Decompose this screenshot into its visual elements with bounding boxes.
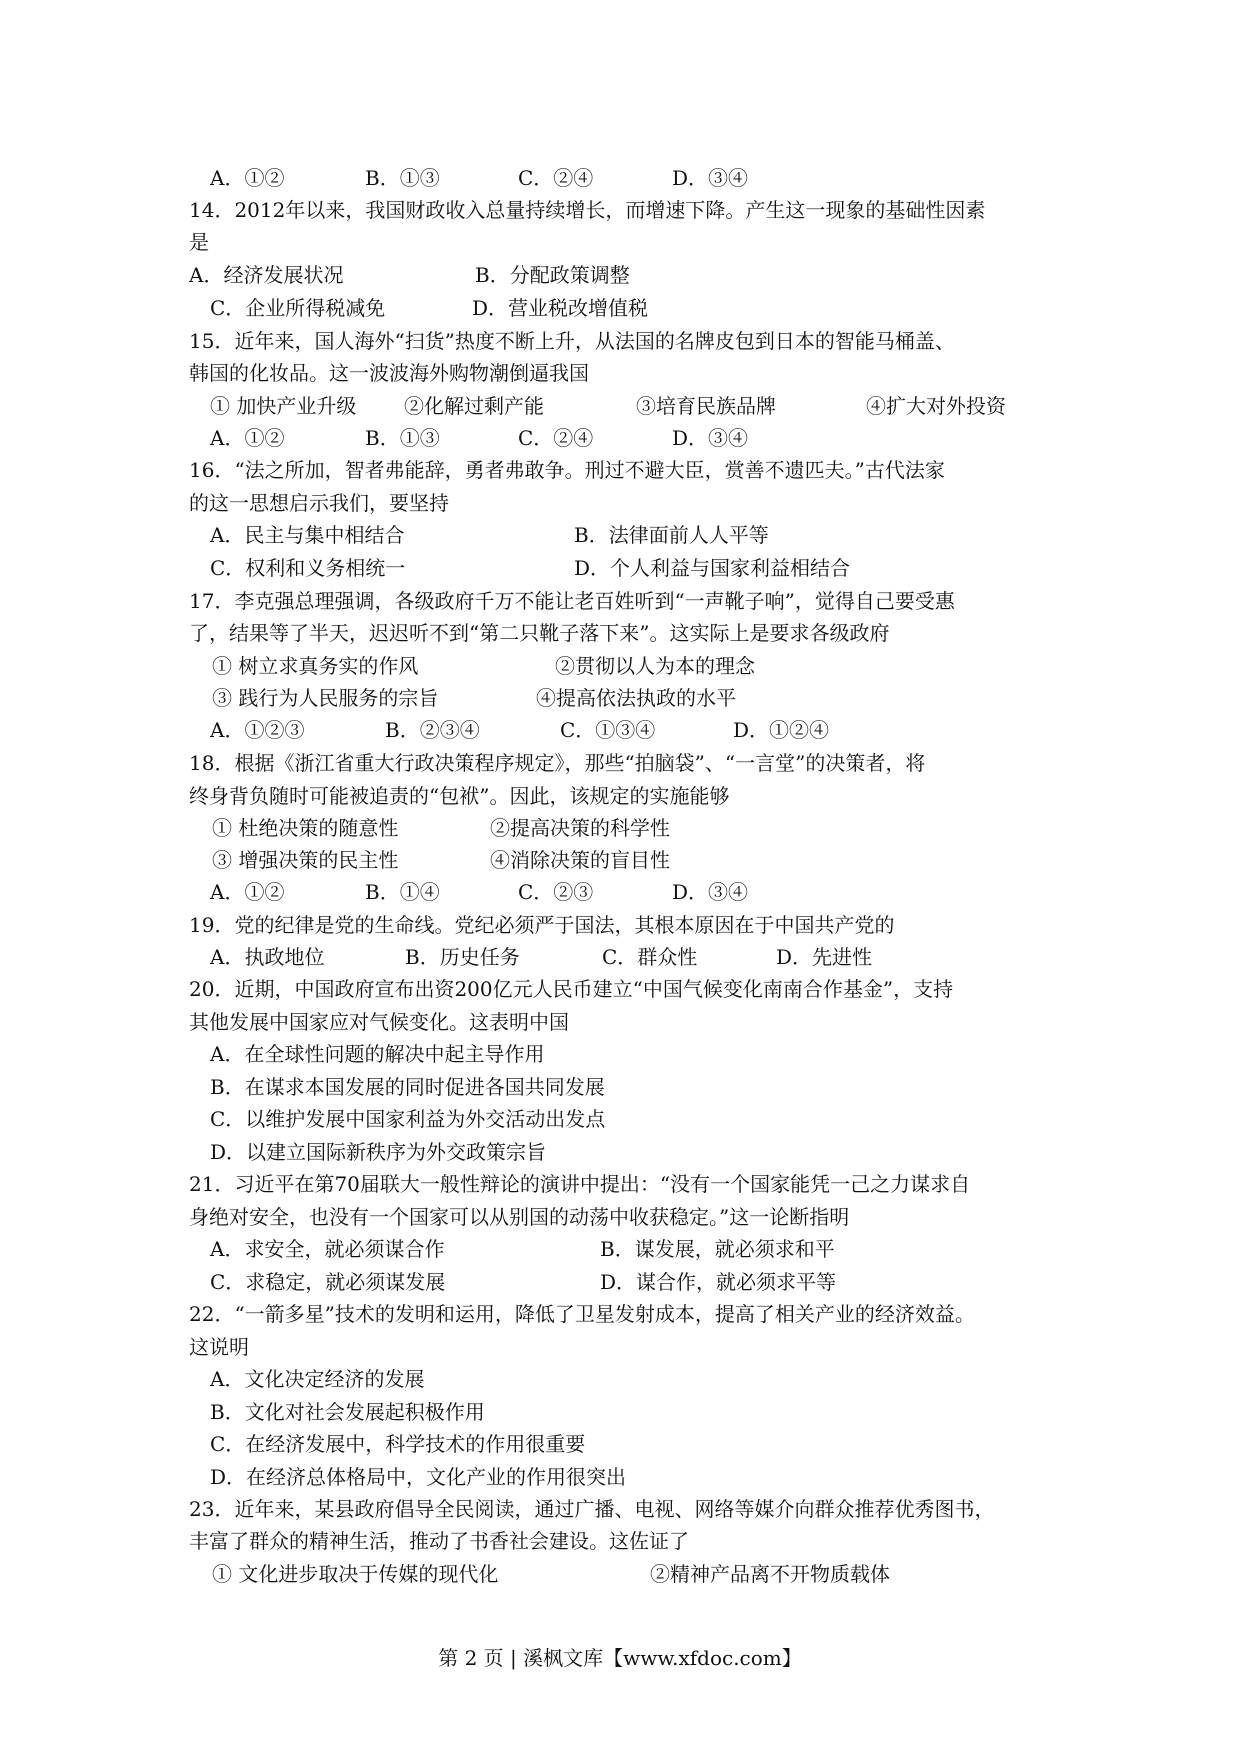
q20-option-b: B．在谋求本国发展的同时促进各国共同发展 xyxy=(210,1075,605,1099)
q18-stem-line2: 终身背负随时可能被追责的“包袱”。因此，该规定的实施能够 xyxy=(189,784,730,808)
q16-stem-line2: 的这一思想启示我们，要坚持 xyxy=(189,491,449,515)
q18-item-2: ②提高决策的科学性 xyxy=(490,816,670,840)
q13-option-d: D．③④ xyxy=(672,166,749,190)
q16-option-a: A．民主与集中相结合 xyxy=(210,523,405,547)
q20-stem-line1: 20．近期，中国政府宣布出资200亿元人民币建立“中国气候变化南南合作基金”，支持 xyxy=(189,977,954,1001)
q19-option-a: A．执政地位 xyxy=(210,945,325,969)
q15-stem-line1: 15．近年来，国人海外“扫货”热度不断上升，从法国的名牌皮包到日本的智能马桶盖、 xyxy=(189,329,955,353)
q14-option-a: A．经济发展状况 xyxy=(189,263,344,287)
q13-option-b: B．①③ xyxy=(365,166,440,190)
q22-option-a: A．文化决定经济的发展 xyxy=(210,1367,425,1391)
q15-option-b: B．①③ xyxy=(365,426,440,450)
q21-option-b: B．谋发展，就必须求和平 xyxy=(600,1237,835,1261)
q17-stem-line2: 了，结果等了半天，迟迟听不到“第二只靴子落下来”。这实际上是要求各级政府 xyxy=(189,621,890,645)
q18-option-a: A．①② xyxy=(210,880,285,904)
q16-option-d: D．个人利益与国家利益相结合 xyxy=(574,556,851,580)
q21-stem-line1: 21．习近平在第70届联大一般性辩论的演讲中提出：“没有一个国家能凭一己之力谋求自 xyxy=(189,1172,971,1196)
q23-stem-line2: 丰富了群众的精神生活，推动了书香社会建设。这佐证了 xyxy=(189,1529,689,1553)
q17-item-2: ②贯彻以人为本的理念 xyxy=(555,654,755,678)
q22-option-c: C．在经济发展中，科学技术的作用很重要 xyxy=(210,1432,586,1456)
page-footer: 第 2 页 | 溪枫文库【www.xfdoc.com】 xyxy=(438,1646,802,1670)
q14-stem-line1: 14．2012年以来，我国财政收入总量持续增长，而增速下降。产生这一现象的基础性因素 xyxy=(189,198,986,222)
q21-stem-line2: 身绝对安全，也没有一个国家可以从别国的动荡中收获稳定。”这一论断指明 xyxy=(189,1205,850,1229)
q14-option-d: D．营业税改增值税 xyxy=(472,296,649,320)
q20-option-d: D．以建立国际新秩序为外交政策宗旨 xyxy=(210,1140,547,1164)
q23-stem-line1: 23．近年来，某县政府倡导全民阅读，通过广播、电视、网络等媒介向群众推荐优秀图书， xyxy=(189,1497,995,1521)
q22-stem-line2: 这说明 xyxy=(189,1335,249,1359)
q20-stem-line2: 其他发展中国家应对气候变化。这表明中国 xyxy=(189,1010,569,1034)
q15-stem-line2: 韩国的化妆品。这一波波海外购物潮倒逼我国 xyxy=(189,361,589,385)
q17-option-d: D．①②④ xyxy=(733,718,830,742)
q17-option-c: C．①③④ xyxy=(560,718,656,742)
q14-option-b: B．分配政策调整 xyxy=(475,263,630,287)
q22-stem-line1: 22．“一箭多星”技术的发明和运用，降低了卫星发射成本，提高了相关产业的经济效益。 xyxy=(189,1302,975,1326)
q22-option-b: B．文化对社会发展起积极作用 xyxy=(210,1400,485,1424)
q14-option-c: C．企业所得税减免 xyxy=(210,296,386,320)
q18-item-1: ① 杜绝决策的随意性 xyxy=(212,816,399,840)
q18-item-4: ④消除决策的盲目性 xyxy=(490,848,670,872)
q17-option-b: B．②③④ xyxy=(385,718,480,742)
q17-option-a: A．①②③ xyxy=(210,718,305,742)
q15-item-1: ① 加快产业升级 xyxy=(210,394,357,418)
q15-item-2: ②化解过剩产能 xyxy=(404,394,544,418)
q15-option-a: A．①② xyxy=(210,426,285,450)
q21-option-d: D．谋合作，就必须求平等 xyxy=(600,1270,837,1294)
q18-item-3: ③ 增强决策的民主性 xyxy=(212,848,399,872)
q15-option-c: C．②④ xyxy=(518,426,594,450)
q23-item-1: ① 文化进步取决于传媒的现代化 xyxy=(212,1562,499,1586)
q18-stem-line1: 18．根据《浙江省重大行政决策程序规定》，那些“拍脑袋”、“一言堂”的决策者，将 xyxy=(189,751,926,775)
q15-item-4: ④扩大对外投资 xyxy=(866,394,1006,418)
q15-item-3: ③培育民族品牌 xyxy=(636,394,776,418)
q17-stem-line1: 17．李克强总理强调，各级政府千万不能让老百姓听到“一声靴子响”，觉得自己要受惠 xyxy=(189,589,955,613)
q19-option-d: D．先进性 xyxy=(776,945,873,969)
q23-item-2: ②精神产品离不开物质载体 xyxy=(650,1562,890,1586)
q21-option-c: C．求稳定，就必须谋发展 xyxy=(210,1270,446,1294)
q18-option-c: C．②③ xyxy=(518,880,594,904)
q16-option-c: C．权利和义务相统一 xyxy=(210,556,406,580)
q22-option-d: D．在经济总体格局中，文化产业的作用很突出 xyxy=(210,1465,627,1489)
q19-option-c: C．群众性 xyxy=(602,945,698,969)
q17-item-3: ③ 践行为人民服务的宗旨 xyxy=(212,686,439,710)
q15-option-d: D．③④ xyxy=(672,426,749,450)
q18-option-b: B．①④ xyxy=(365,880,440,904)
q13-option-a: A．①② xyxy=(210,166,285,190)
q16-option-b: B．法律面前人人平等 xyxy=(574,523,769,547)
q17-item-4: ④提高依法执政的水平 xyxy=(536,686,736,710)
q20-option-c: C．以维护发展中国家利益为外交活动出发点 xyxy=(210,1107,606,1131)
q13-option-c: C．②④ xyxy=(518,166,594,190)
q18-option-d: D．③④ xyxy=(672,880,749,904)
q16-stem-line1: 16．“法之所加，智者弗能辞，勇者弗敢争。刑过不避大臣，赏善不遗匹夫。”古代法家 xyxy=(189,458,945,482)
q19-stem-line1: 19．党的纪律是党的生命线。党纪必须严于国法，其根本原因在于中国共产党的 xyxy=(189,913,895,937)
q14-stem-line2: 是 xyxy=(189,230,209,254)
q20-option-a: A．在全球性问题的解决中起主导作用 xyxy=(210,1042,545,1066)
q17-item-1: ① 树立求真务实的作风 xyxy=(212,654,419,678)
q21-option-a: A．求安全，就必须谋合作 xyxy=(210,1237,445,1261)
q19-option-b: B．历史任务 xyxy=(405,945,520,969)
